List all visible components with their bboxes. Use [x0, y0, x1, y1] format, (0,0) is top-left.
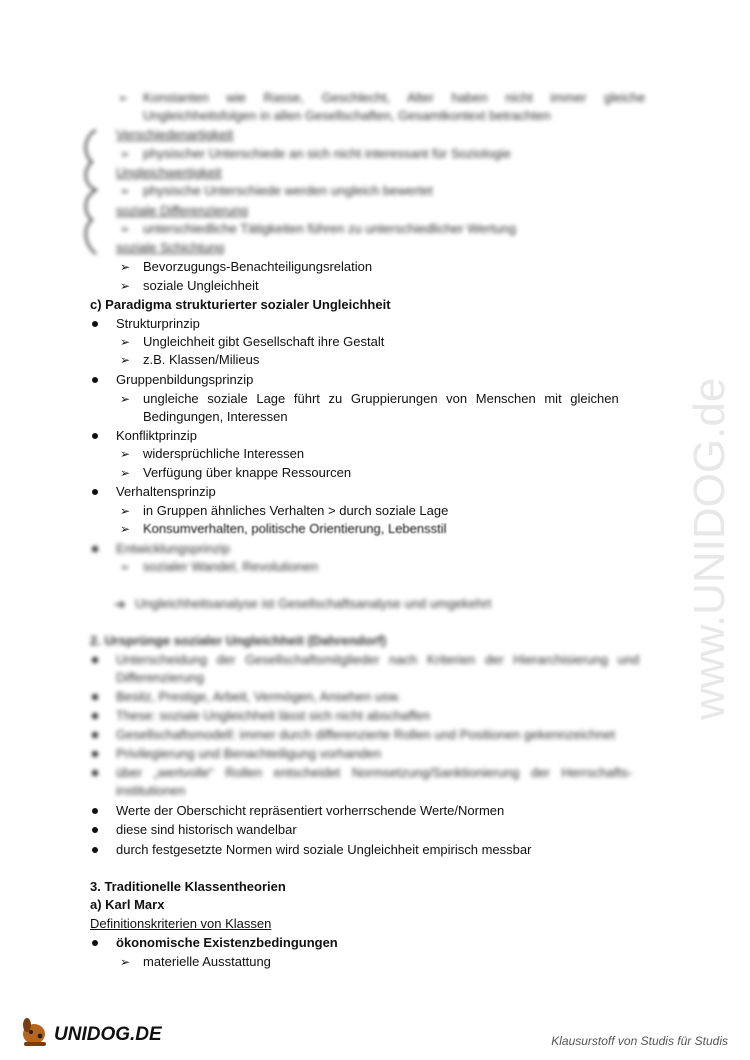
arrow-icon: ➢: [120, 466, 131, 480]
arrow-icon: ➢: [120, 184, 131, 198]
definition-heading: Definitionskriterien von Klassen: [90, 916, 272, 931]
list-item: soziale Ungleichheit: [143, 278, 259, 293]
conclusion-text: Ungleichheitsanalyse ist Gesellschaftsanalyse und umgekehrt: [135, 596, 492, 611]
list-item: Unterscheidung der Gesellschaftsmitglieder nach Kriterien der Hierarchisierung und: [116, 652, 640, 667]
section-heading: c) Paradigma strukturierter sozialer Ungleichheit: [90, 297, 391, 312]
bullet-icon: [92, 847, 98, 853]
text-line: physischer Unterschiede an sich nicht interessant für Soziologie: [143, 146, 511, 161]
arrow-icon: ➢: [118, 91, 129, 105]
list-item: sozialer Wandel, Revolutionen: [143, 559, 319, 574]
list-item: Privilegierung und Benachteiligung vorhanden: [116, 746, 382, 761]
bullet-icon: [92, 770, 98, 776]
arrow-icon: ➢: [120, 335, 131, 349]
list-item: durch festgesetzte Normen wird soziale Ungleichheit empirisch messbar: [116, 842, 532, 857]
list-item: Konsumverhalten, politische Orientierung, Lebensstil: [143, 521, 447, 536]
list-item: ökonomische Existenzbedingungen: [116, 935, 338, 950]
svg-text:UNIDOG.DE: UNIDOG.DE: [54, 1024, 162, 1045]
list-item: Bevorzugungs-Benachteiligungsrelation: [143, 259, 373, 274]
list-item: diese sind historisch wandelbar: [116, 822, 297, 837]
list-item: Differenzierung: [116, 670, 204, 685]
section-heading: 2. Ursprünge sozialer Ungleichheit (Dahrendorf): [90, 633, 387, 648]
list-item: Entwicklungsprinzip: [116, 541, 231, 556]
dog-logo-icon: [18, 1014, 188, 1048]
list-item: institutionen: [116, 783, 186, 798]
list-item: Konfliktprinzip: [116, 428, 197, 443]
list-item: Strukturprinzip: [116, 316, 200, 331]
bullet-icon: [92, 751, 98, 757]
list-item: Gruppenbildungsprinzip: [116, 372, 254, 387]
unidog-logo[interactable]: [18, 1014, 188, 1048]
arrow-icon: ➢: [120, 447, 131, 461]
list-item: These: soziale Ungleichheit lässt sich nicht abschaffen: [116, 708, 431, 723]
list-item: z.B. Klassen/Milieus: [143, 352, 260, 367]
bullet-icon: [92, 827, 98, 833]
list-item: ungleiche soziale Lage führt zu Gruppierungen von Menschen mit gleichen: [143, 391, 619, 406]
arrow-icon: ➢: [120, 147, 131, 161]
arrow-icon: ➢: [120, 222, 131, 236]
bullet-icon: [92, 713, 98, 719]
svg-text:www.UNIDOG.de: www.UNIDOG.de: [685, 377, 734, 720]
bullet-icon: [92, 657, 98, 663]
list-item: Gesellschaftsmodell: immer durch differenzierte Rollen und Positionen gekennzeichnet: [116, 727, 616, 742]
text-heading: soziale Differenzierung: [116, 203, 248, 218]
bullet-icon: [92, 433, 98, 439]
list-item: in Gruppen ähnliches Verhalten > durch soziale Lage: [143, 503, 449, 518]
arrow-icon: ➢: [120, 392, 131, 406]
list-item: Bedingungen, Interessen: [143, 409, 288, 424]
subsection-heading: a) Karl Marx: [90, 897, 165, 912]
bullet-icon: [92, 321, 98, 327]
text-heading: Ungleichwertigkeit: [116, 165, 222, 180]
text-line: Konstanten wie Rasse, Geschlecht, Alter haben nicht immer gleiche: [143, 90, 646, 105]
list-item: widersprüchliche Interessen: [143, 446, 305, 461]
list-item: Werte der Oberschicht repräsentiert vorherrschende Werte/Normen: [116, 803, 505, 818]
arrow-icon: ➢: [120, 522, 131, 536]
bullet-icon: [92, 377, 98, 383]
double-arrow-icon: ➔: [114, 596, 126, 612]
footer-slogan: Klausurstoff von Studis für Studis: [551, 1034, 728, 1048]
arrow-icon: ➢: [120, 353, 131, 367]
section-heading: 3. Traditionelle Klassentheorien: [90, 879, 286, 894]
list-item: Ungleichheit gibt Gesellschaft ihre Gestalt: [143, 334, 385, 349]
bullet-icon: [92, 546, 98, 552]
text-heading: Verschiedenartigkeit: [116, 127, 234, 142]
list-item: über „wertvolle“ Rollen entscheidet Normsetzung/Sanktionierung der Herrschafts-: [116, 765, 633, 780]
arrow-icon: ➢: [120, 260, 131, 274]
brace-decoration: [78, 128, 108, 258]
list-item: Verhaltensprinzip: [116, 484, 216, 499]
arrow-icon: ➢: [120, 279, 131, 293]
text-line: unterschiedliche Tätigkeiten führen zu unterschiedlicher Wertung: [143, 221, 517, 236]
bullet-icon: [92, 694, 98, 700]
bullet-icon: [92, 940, 98, 946]
bullet-icon: [92, 489, 98, 495]
list-item: Besitz, Prestige, Arbeit, Vermögen, Ansehen usw.: [116, 689, 401, 704]
list-item: materielle Ausstattung: [143, 954, 271, 969]
watermark: [680, 280, 740, 730]
text-line: Ungleichheitsfolgen in allen Gesellschaften, Gesamtkontext betrachten: [143, 108, 551, 123]
text-line: physische Unterschiede werden ungleich bewertet: [143, 183, 433, 198]
bullet-icon: [92, 732, 98, 738]
arrow-icon: ➢: [120, 504, 131, 518]
arrow-icon: ➢: [120, 955, 131, 969]
text-heading: soziale Schichtung: [116, 240, 225, 255]
list-item: Verfügung über knappe Ressourcen: [143, 465, 352, 480]
bullet-icon: [92, 808, 98, 814]
arrow-icon: ➢: [120, 560, 131, 574]
